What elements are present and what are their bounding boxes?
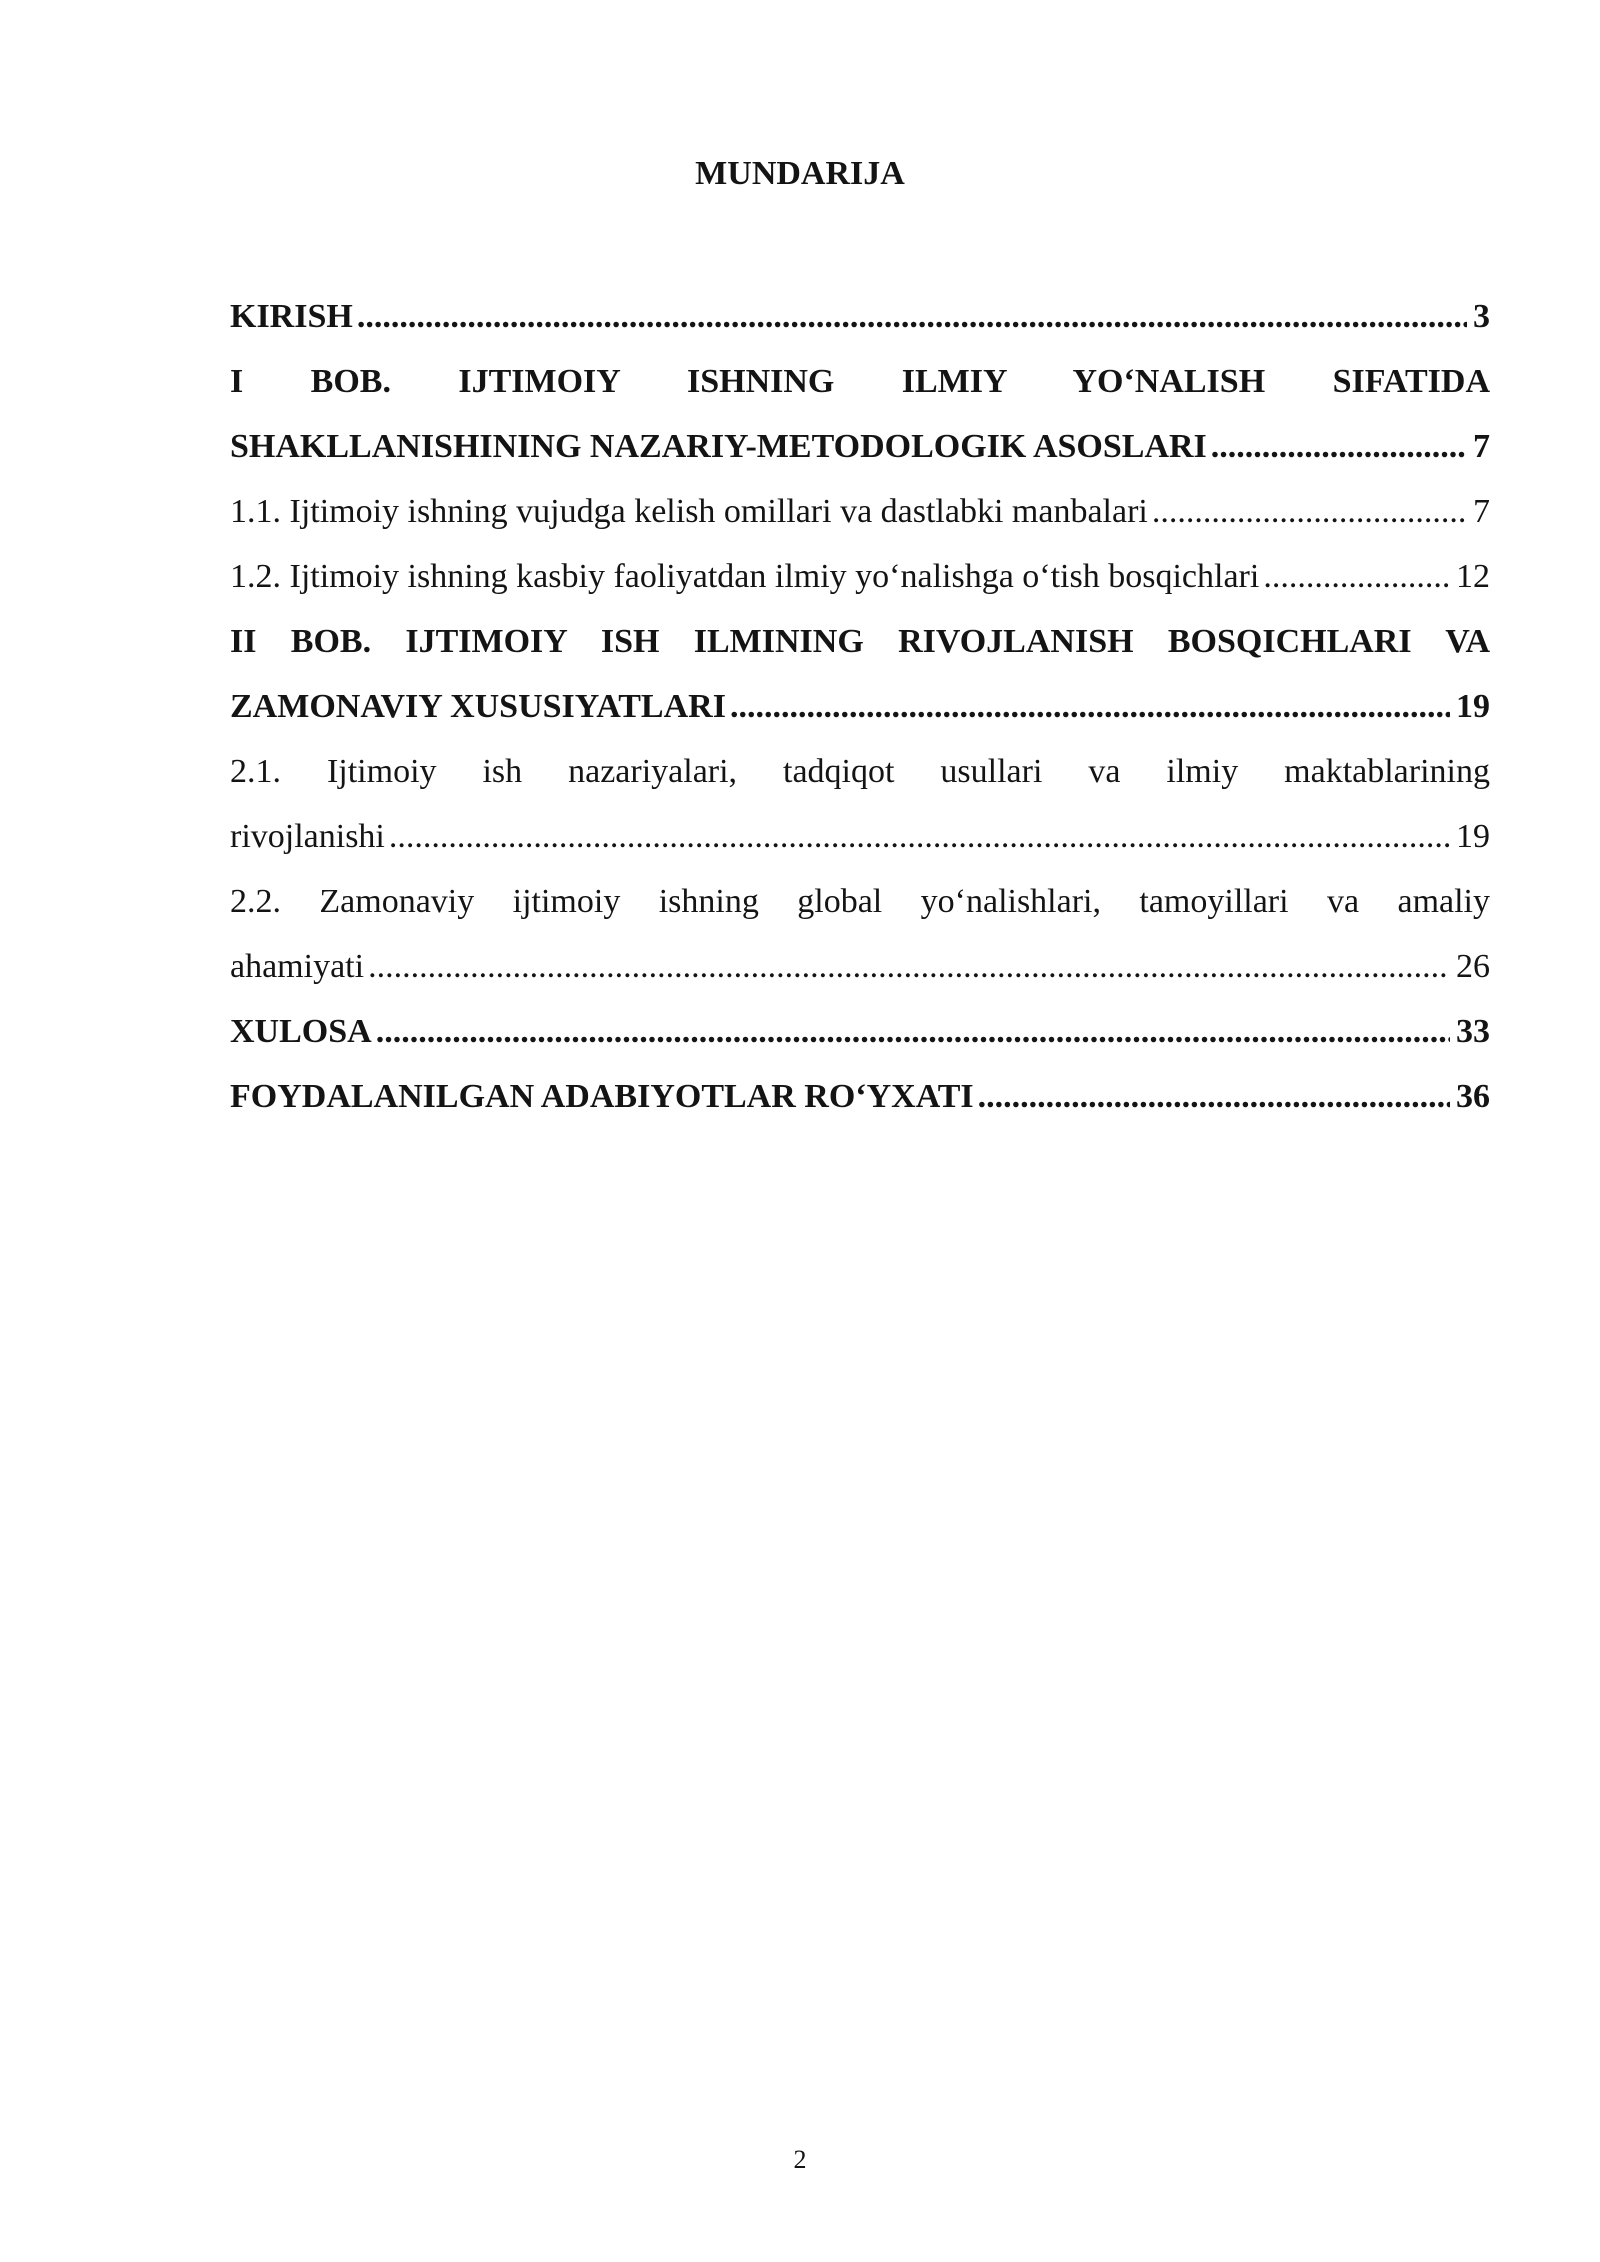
toc-entry-last-line bbox=[230, 934, 1490, 999]
toc-entry bbox=[230, 739, 1490, 869]
toc-entry-title: FOYDALANILGAN ADABIYOTLAR RO‘YXATI bbox=[230, 1078, 974, 1115]
toc-entry-last-line bbox=[230, 804, 1490, 869]
toc-entry-page: 33 bbox=[1456, 1013, 1490, 1050]
page-title: MUNDARIJA bbox=[695, 155, 905, 192]
toc-entry-title: ahamiyati bbox=[230, 948, 365, 985]
toc-entry-title: ZAMONAVIY XUSUSIYATLARI bbox=[230, 688, 726, 725]
toc-entry-line: II BOB. IJTIMOIY ISH ILMINING RIVOJLANISH BOSQICHLARI VA bbox=[230, 623, 1490, 660]
toc-entry-page: 19 bbox=[1456, 818, 1490, 855]
toc-dot-leader bbox=[368, 934, 1450, 999]
toc-entry bbox=[230, 349, 1490, 479]
toc-entry-title: XULOSA bbox=[230, 1013, 372, 1050]
toc-entry bbox=[230, 999, 1490, 1064]
toc-entry-page: 12 bbox=[1456, 558, 1490, 595]
toc-entry-page: 7 bbox=[1473, 493, 1490, 530]
toc-entry-page: 3 bbox=[1473, 298, 1490, 335]
toc-entry-last-line bbox=[230, 479, 1490, 544]
toc-entry-last-line bbox=[230, 284, 1490, 349]
toc-entry-title: rivojlanishi bbox=[230, 818, 385, 855]
toc-entry bbox=[230, 479, 1490, 544]
toc-dot-leader bbox=[978, 1064, 1450, 1129]
page-number: 2 bbox=[793, 2145, 807, 2174]
toc-entry-title: KIRISH bbox=[230, 298, 353, 335]
toc-entry-last-line bbox=[230, 544, 1490, 609]
toc-dot-leader bbox=[1211, 414, 1467, 479]
toc-entry-page: 26 bbox=[1456, 948, 1490, 985]
toc-entry-line: 2.2. Zamonaviy ijtimoiy ishning global yo‘nalishlari, tamoyillari va amaliy bbox=[230, 883, 1490, 920]
table-of-contents bbox=[230, 284, 1490, 1129]
toc-entry-line: I BOB. IJTIMOIY ISHNING ILMIY YO‘NALISH SIFATIDA bbox=[230, 363, 1490, 400]
toc-entry-page: 19 bbox=[1456, 688, 1490, 725]
toc-dot-leader bbox=[389, 804, 1450, 869]
toc-entry-page: 7 bbox=[1473, 428, 1490, 465]
toc-entry-title: 1.1. Ijtimoiy ishning vujudga kelish omillari va dastlabki manbalari bbox=[230, 493, 1148, 530]
toc-dot-leader bbox=[376, 999, 1450, 1064]
toc-dot-leader bbox=[357, 284, 1467, 349]
toc-dot-leader bbox=[730, 674, 1450, 739]
toc-entry bbox=[230, 544, 1490, 609]
toc-entry-title: SHAKLLANISHINING NAZARIY-METODOLOGIK ASOSLARI bbox=[230, 428, 1207, 465]
toc-entry-page: 36 bbox=[1456, 1078, 1490, 1115]
toc-entry bbox=[230, 1064, 1490, 1129]
toc-dot-leader bbox=[1152, 479, 1467, 544]
toc-entry-last-line bbox=[230, 1064, 1490, 1129]
toc-entry-title: 1.2. Ijtimoiy ishning kasbiy faoliyatdan ilmiy yo‘nalishga o‘tish bosqichlari bbox=[230, 558, 1260, 595]
toc-entry-last-line bbox=[230, 674, 1490, 739]
toc-entry-last-line bbox=[230, 414, 1490, 479]
toc-dot-leader bbox=[1263, 544, 1450, 609]
toc-entry bbox=[230, 284, 1490, 349]
toc-entry-last-line bbox=[230, 999, 1490, 1064]
toc-entry bbox=[230, 869, 1490, 999]
toc-entry-line: 2.1. Ijtimoiy ish nazariyalari, tadqiqot usullari va ilmiy maktablarining bbox=[230, 753, 1490, 790]
toc-entry bbox=[230, 609, 1490, 739]
